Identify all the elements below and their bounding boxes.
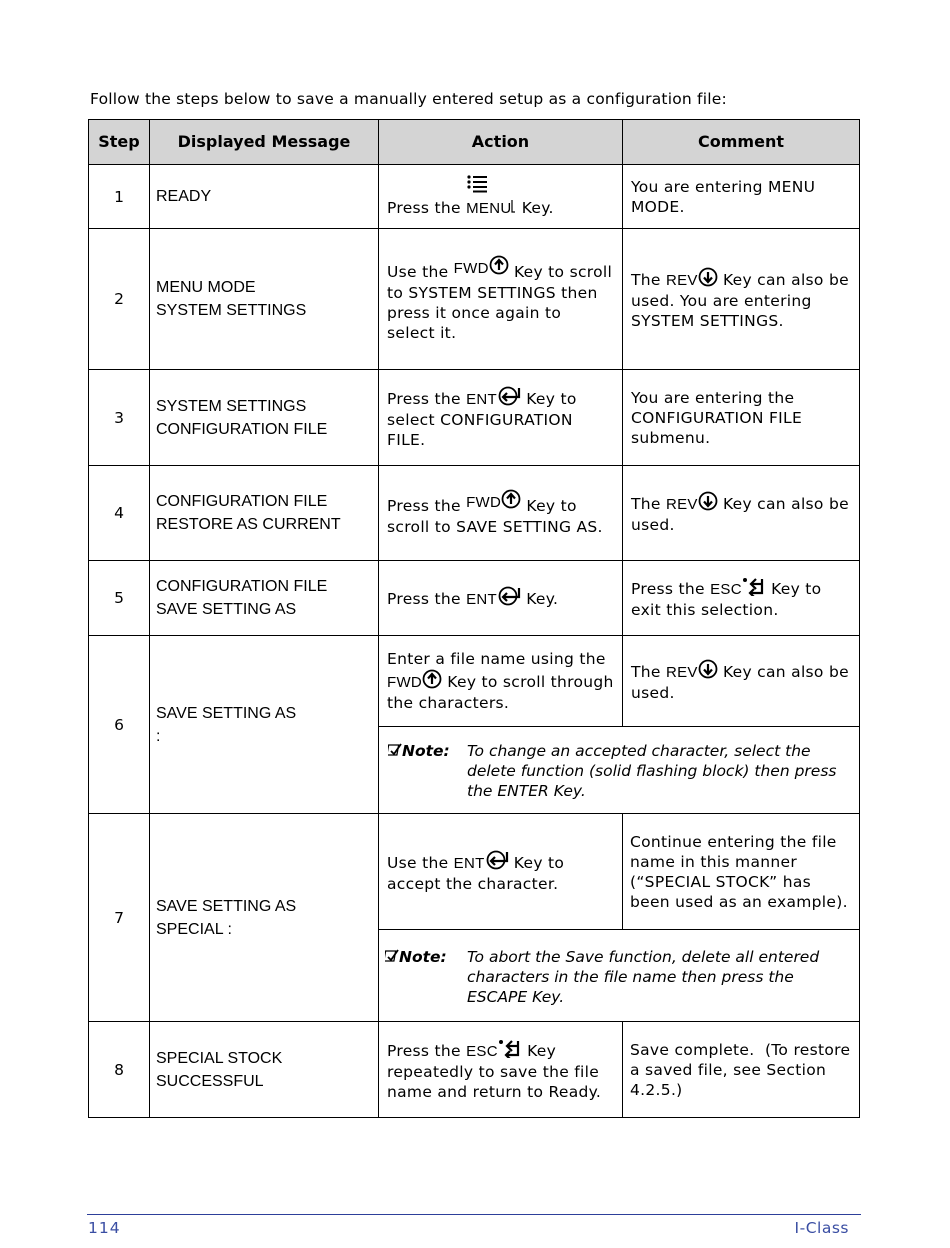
message-line: RESTORE AS CURRENT (156, 516, 341, 533)
action-text: Press the (387, 497, 461, 515)
up-arrow-circle-icon (422, 669, 442, 689)
checkbox-note-icon (385, 949, 399, 963)
action-text: Key repeatedly to save the file name and return to Ready. (387, 1041, 602, 1101)
message-line: MENU MODE (156, 279, 256, 296)
action-text: Use the (387, 853, 449, 872)
comment-text: Key can also be used. (631, 663, 849, 702)
table-header-row (89, 120, 860, 165)
displayed-message (150, 1022, 379, 1118)
product-name: I-Class (794, 1219, 849, 1237)
table-row (89, 561, 860, 636)
step-number: 4 (89, 466, 150, 561)
esc-key-label: ESC (466, 1042, 498, 1060)
enter-arrow-circle-icon (497, 386, 521, 406)
message-line: SAVE SETTING AS (156, 897, 297, 915)
step-number: 3 (89, 370, 150, 466)
header-action: Action (379, 120, 623, 165)
displayed-message (150, 165, 379, 229)
step-number: 1 (89, 165, 150, 229)
menu-key-label: MENU (466, 199, 512, 217)
action-text: Key. (521, 198, 554, 217)
enter-arrow-circle-icon (497, 586, 521, 606)
message-line: CONFIGURATION FILE (156, 420, 328, 438)
comment-text: Press the (631, 580, 705, 598)
displayed-message (150, 636, 379, 814)
comment-text: Key can also be used. (631, 495, 849, 534)
header-displayed-message: Displayed Message (150, 120, 379, 165)
action-cell (379, 814, 623, 930)
action-cell (379, 229, 623, 370)
table-row (89, 229, 860, 370)
menu-list-icon (387, 175, 567, 198)
note-block (379, 935, 859, 1017)
action-text: Key to scroll through the characters. (387, 673, 614, 712)
step-number: 5 (89, 561, 150, 636)
action-text: Press the (387, 198, 461, 217)
up-arrow-circle-icon (501, 489, 521, 509)
comment-cell (623, 229, 860, 370)
action-text: Key to accept the character. (387, 853, 565, 893)
enter-arrow-circle-icon (485, 850, 509, 870)
comment-cell: Save complete. (To restore a saved file, see Section 4.2.5.) (623, 1022, 860, 1118)
header-step: Step (89, 120, 150, 165)
comment-text: The (631, 271, 661, 289)
note-heading (388, 741, 450, 761)
menu-key-bracket (511, 199, 516, 213)
ent-key-label: ENT (466, 390, 497, 408)
comment-cell (623, 636, 860, 727)
fwd-key-label: FWD (466, 494, 502, 511)
fwd-key-label: FWD (453, 260, 489, 277)
note-cell (379, 727, 860, 814)
note-text: To change an accepted character, select the delete function (solid flashing block) then press the ENTER Key. (467, 742, 837, 800)
intro-text: Follow the steps below to save a manually entered setup as a configuration file: (90, 90, 727, 108)
message-line: CONFIGURATION FILE (156, 578, 328, 595)
down-arrow-circle-icon (698, 267, 718, 287)
action-text: Press the (387, 1041, 461, 1060)
table-row (89, 814, 860, 930)
message-line: SAVE SETTING AS (156, 601, 297, 618)
note-block (379, 729, 859, 811)
note-label: Note: (399, 947, 447, 966)
action-cell (379, 636, 623, 727)
note-cell (379, 930, 860, 1022)
ent-key-label: ENT (453, 854, 485, 872)
comment-cell (623, 466, 860, 561)
comment-text: The (631, 495, 661, 513)
message-line: : (156, 727, 161, 745)
action-cell (379, 1022, 623, 1118)
message-line: READY (156, 188, 212, 205)
header-comment: Comment (623, 120, 860, 165)
comment-cell (623, 561, 860, 636)
displayed-message (150, 466, 379, 561)
action-cell (379, 561, 623, 636)
note-heading (385, 947, 447, 967)
message-line: SUCCESSFUL (156, 1072, 264, 1090)
table-row (89, 466, 860, 561)
steps-table (88, 119, 860, 1118)
message-line: CONFIGURATION FILE (156, 493, 328, 510)
message-line: SAVE SETTING AS (156, 704, 297, 722)
step-number: 2 (89, 229, 150, 370)
esc-key-label: ESC (710, 581, 742, 598)
message-line: SPECIAL STOCK (156, 1049, 283, 1067)
note-text: To abort the Save function, delete all entered characters in the file name then press the ESCAPE Key. (467, 947, 820, 1006)
footer-divider (87, 1214, 861, 1215)
displayed-message (150, 370, 379, 466)
step-number: 8 (89, 1022, 150, 1118)
checkbox-note-icon (388, 743, 402, 757)
message-line: SPECIAL : (156, 920, 232, 938)
comment-cell: You are entering MENU MODE. (623, 165, 860, 229)
displayed-message (150, 229, 379, 370)
rev-key-label: REV (665, 272, 698, 289)
table-row (89, 370, 860, 466)
action-text: Press the (387, 590, 461, 608)
action-text: Key to scroll to SYSTEM SETTINGS then press it once again to select it. (387, 263, 613, 342)
action-cell (379, 165, 623, 229)
action-cell (379, 466, 623, 561)
message-line: SYSTEM SETTINGS (156, 397, 307, 415)
action-text: Key to scroll to SAVE SETTING AS. (387, 497, 603, 536)
action-text: Enter a file name using the (387, 650, 606, 668)
step-number: 7 (89, 814, 150, 1022)
message-line: SYSTEM SETTINGS (156, 302, 307, 319)
escape-back-arrow-icon (742, 576, 766, 596)
action-cell (379, 370, 623, 466)
escape-back-arrow-icon (498, 1038, 522, 1058)
table-row (89, 1022, 860, 1118)
note-label: Note: (402, 742, 450, 760)
comment-cell: Continue entering the file name in this manner (“SPECIAL STOCK” has been used as an example). (623, 814, 860, 930)
page-number: 114 (88, 1219, 121, 1237)
action-text: Press the (387, 389, 461, 408)
up-arrow-circle-icon (489, 255, 509, 275)
down-arrow-circle-icon (698, 491, 718, 511)
comment-text: Key can also be used. You are entering SYSTEM SETTINGS. (631, 271, 849, 330)
displayed-message (150, 814, 379, 1022)
fwd-key-label: FWD (387, 674, 423, 691)
action-text: Key. (526, 590, 559, 608)
comment-cell: You are entering the CONFIGURATION FILE submenu. (623, 370, 860, 466)
table-row (89, 165, 860, 229)
rev-key-label: REV (665, 664, 698, 681)
down-arrow-circle-icon (698, 659, 718, 679)
comment-text: The (631, 663, 661, 681)
rev-key-label: REV (665, 496, 698, 513)
action-text: Use the (387, 263, 449, 281)
ent-key-label: ENT (466, 591, 497, 608)
comment-text: Key to exit this selection. (631, 580, 822, 619)
table-row (89, 636, 860, 727)
displayed-message (150, 561, 379, 636)
action-text: Key to select CONFIGURATION FILE. (387, 389, 577, 449)
step-number: 6 (89, 636, 150, 814)
